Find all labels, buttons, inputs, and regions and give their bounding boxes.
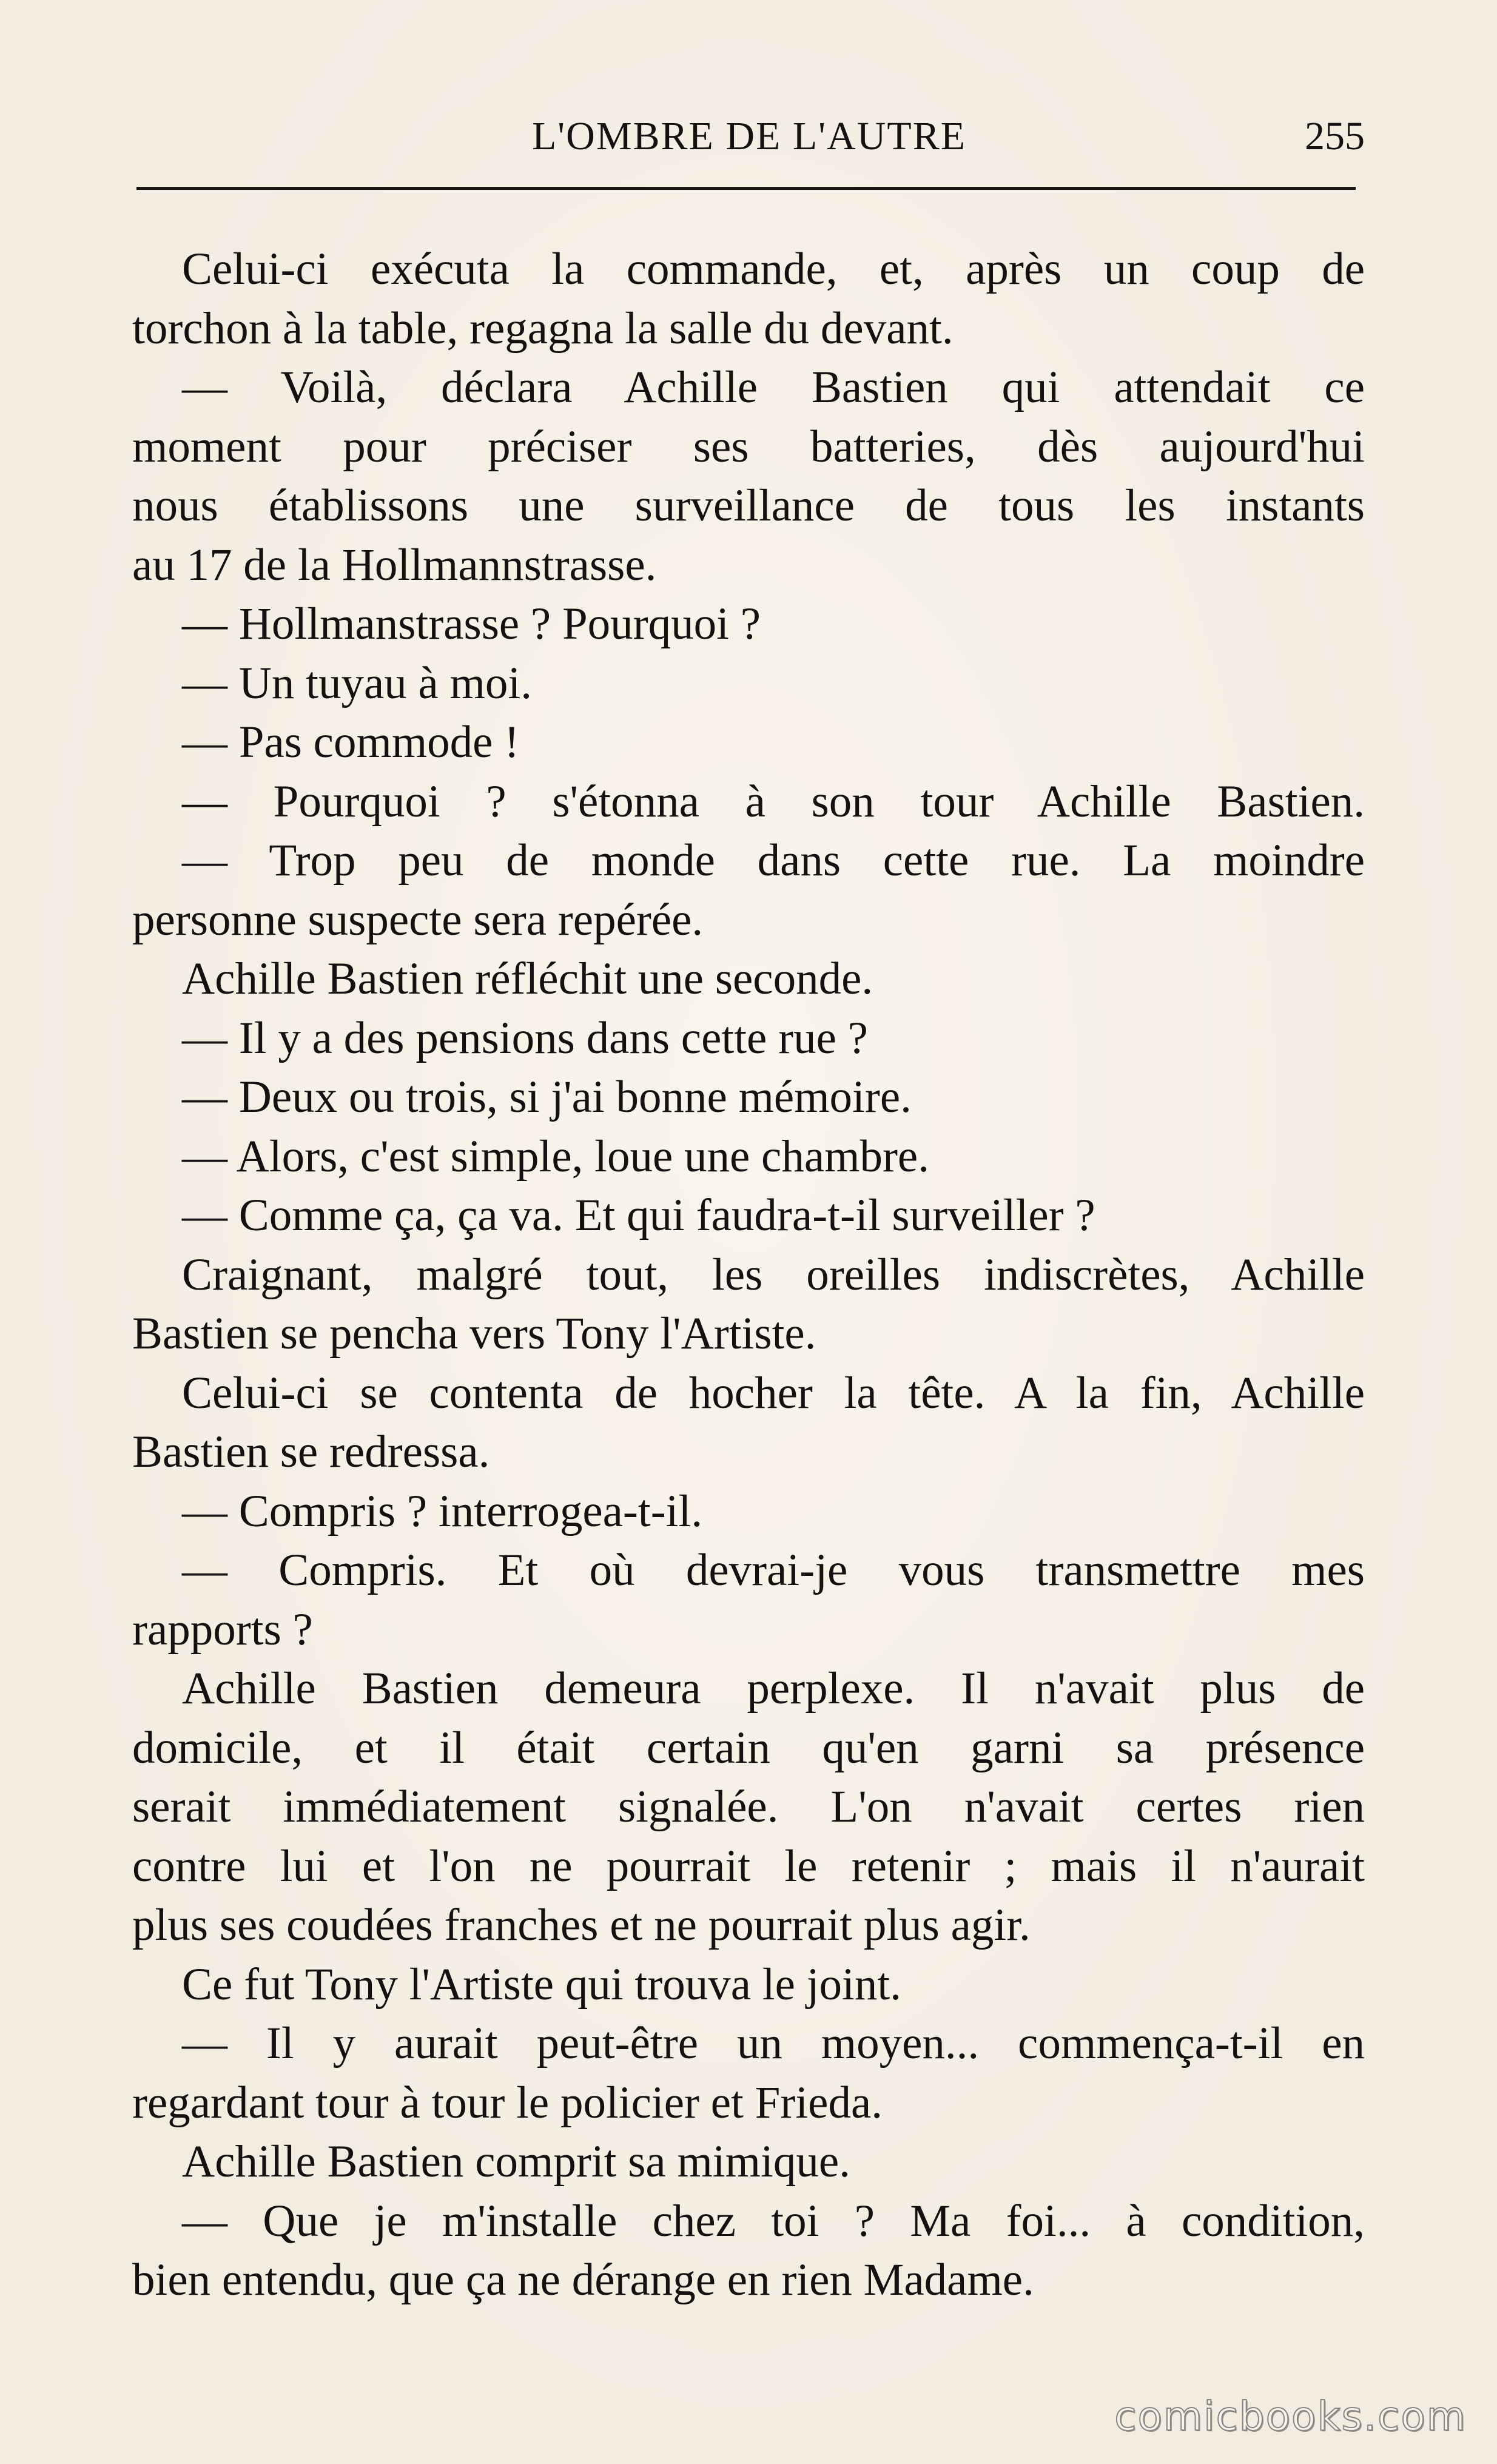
- text-line: Celui-ci se contenta de hocher la tête. A la fin, Achille: [182, 1367, 1365, 1418]
- text-line: — Un tuyau à moi.: [182, 658, 533, 709]
- text-line: — Compris. Et où devrai-je vous transmettre mes: [182, 1545, 1365, 1595]
- text-line: Achille Bastien demeura perplexe. Il n'avait plus de: [182, 1663, 1365, 1714]
- text-line: personne suspecte sera repérée.: [132, 894, 704, 945]
- text-line: contre lui et l'on ne pourrait le retenir ; mais il n'aurait: [132, 1840, 1365, 1891]
- text-line: plus ses coudées franches et ne pourrait plus agir.: [132, 1900, 1031, 1950]
- text-line: — Alors, c'est simple, loue une chambre.: [182, 1131, 929, 1182]
- running-title: L'OMBRE DE L'AUTRE: [531, 114, 967, 158]
- text-line: bien entendu, que ça ne dérange en rien Madame.: [132, 2255, 1034, 2305]
- text-line: nous établissons une surveillance de tous les instants: [132, 480, 1365, 531]
- text-line: au 17 de la Hollmannstrasse.: [132, 539, 657, 590]
- page-number: 255: [1305, 114, 1365, 158]
- text-line: — Comme ça, ça va. Et qui faudra-t-il surveiller ?: [182, 1190, 1095, 1240]
- text-line: Ce fut Tony l'Artiste qui trouva le joint.: [182, 1959, 901, 2010]
- text-line: moment pour préciser ses batteries, dès aujourd'hui: [132, 421, 1365, 472]
- text-line: — Que je m'installe chez toi ? Ma foi... à condition,: [182, 2195, 1365, 2246]
- text-line: — Il y aurait peut-être un moyen... commença-t-il en: [182, 2018, 1365, 2068]
- text-line: Celui-ci exécuta la commande, et, après un coup de: [182, 244, 1365, 294]
- text-line: — Pourquoi ? s'étonna à son tour Achille Bastien.: [182, 776, 1365, 827]
- text-line: Bastien se redressa.: [132, 1427, 490, 1477]
- text-line: rapports ?: [132, 1604, 313, 1655]
- text-line: serait immédiatement signalée. L'on n'avait certes rien: [132, 1782, 1365, 1832]
- page-header: [133, 109, 1365, 164]
- text-line: regardant tour à tour le policier et Frieda.: [132, 2077, 883, 2128]
- text-line: — Pas commode !: [182, 717, 520, 767]
- text-line: — Hollmanstrasse ? Pourquoi ?: [182, 599, 761, 649]
- header-rule: [136, 187, 1356, 190]
- text-line: Bastien se pencha vers Tony l'Artiste.: [132, 1308, 816, 1359]
- text-line: — Il y a des pensions dans cette rue ?: [182, 1012, 868, 1063]
- text-line: — Deux ou trois, si j'ai bonne mémoire.: [182, 1072, 912, 1122]
- body-text: [132, 240, 1365, 2310]
- text-line: Achille Bastien comprit sa mimique.: [182, 2136, 850, 2187]
- text-line: — Trop peu de monde dans cette rue. La moindre: [182, 835, 1365, 886]
- text-line: — Compris ? interrogea-t-il.: [182, 1486, 703, 1537]
- text-line: Achille Bastien réfléchit une seconde.: [182, 954, 873, 1004]
- watermark: comicbooks.com: [1114, 2393, 1467, 2440]
- text-line: — Voilà, déclara Achille Bastien qui attendait ce: [182, 362, 1365, 412]
- text-line: torchon à la table, regagna la salle du devant.: [132, 303, 954, 354]
- text-line: domicile, et il était certain qu'en garni sa présence: [132, 1722, 1365, 1773]
- text-line: Craignant, malgré tout, les oreilles indiscrètes, Achille: [182, 1249, 1365, 1300]
